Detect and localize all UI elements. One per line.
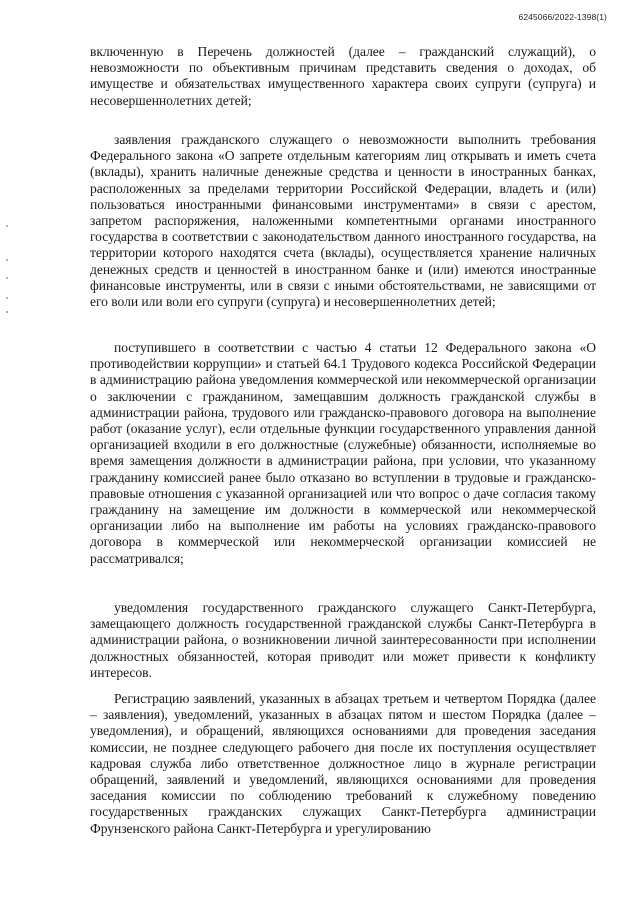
binder-marks [6,225,10,325]
paragraph-2: заявления гражданского служащего о невозможности выполнить требования Федерального закона «О запрете отдельным категориям лиц открывать и иметь счета (вклады), хранить наличные денежные средства и ценности в иностранных банках, расположенных за пределами территории Российской Федерации, владеть и (или) пользоваться иностранными финансовыми инструментами» в связи с арестом, запретом распоряжения, наложенными компетентными органами иностранного государства в соответствии с законодательством данного иностранного государства, на территории которого находятся счета (вклады), осуществляется хранение наличных денежных средств и ценностей в иностранном банке и (или) имеются иностранные финансовые инструменты, или в связи с иными обстоятельствами, не зависящими от его воли или воли его супруги (супруга) и несовершеннолетних детей; [90,132,596,310]
paragraph-5: Регистрацию заявлений, указанных в абзацах третьем и четвертом Порядка (далее – заявления), уведомлений, указанных в абзацах пятом и шестом Порядка (далее – уведомления), и обращений, являющихся основаниями для проведения заседания комиссии, не позднее следующего рабочего дня после их поступления осуществляет кадровая служба либо ответственное должностное лицо в журнале регистрации обращений, заявлений и уведомлений, являющихся основаниями для проведения заседания комиссии по соблюдению требований к служебному поведению государственных гражданских служащих Санкт-Петербурга администрации Фрунзенского района Санкт-Петербурга и урегулированию [90,691,596,836]
paragraph-1: включенную в Перечень должностей (далее – гражданский служащий), о невозможности по объективным причинам представить сведения о доходах, об имуществе и обязательствах имущественного характера своих супруги (супруга) и несовершеннолетних детей; [90,44,596,108]
document-number: 6245066/2022-1398(1) [518,12,607,22]
paragraph-3: поступившего в соответствии с частью 4 статьи 12 Федерального закона «О противодействии коррупции» и статьей 64.1 Трудового кодекса Российской Федерации в администрацию района уведомления коммерческой или некоммерческой организации о заключении с гражданином, замещавшим должность гражданской службы в администрации района, трудового или гражданско-правового договора на выполнение работ (оказание услуг), если отдельные функции государственного управления данной организацией входили в его должностные (служебные) обязанности, исполняемые во время замещения должности в администрации района, при условии, что указанному гражданину комиссией ранее было отказано во вступлении в трудовые и гражданско-правовые отношения с указанной организацией или что вопрос о даче согласия такому гражданину на замещение им должности в коммерческой или некоммерческой организации либо на выполнение им работы на условиях гражданско-правового договора в коммерческой или некоммерческой организации комиссией не рассматривался; [90,340,596,566]
paragraph-4: уведомления государственного гражданского служащего Санкт-Петербурга, замещающего должность государственной гражданской службы Санкт-Петербурга в администрации района, о возникновении личной заинтересованности при исполнении должностных обязанностей, которая приводит или может привести к конфликту интересов. [90,600,596,680]
